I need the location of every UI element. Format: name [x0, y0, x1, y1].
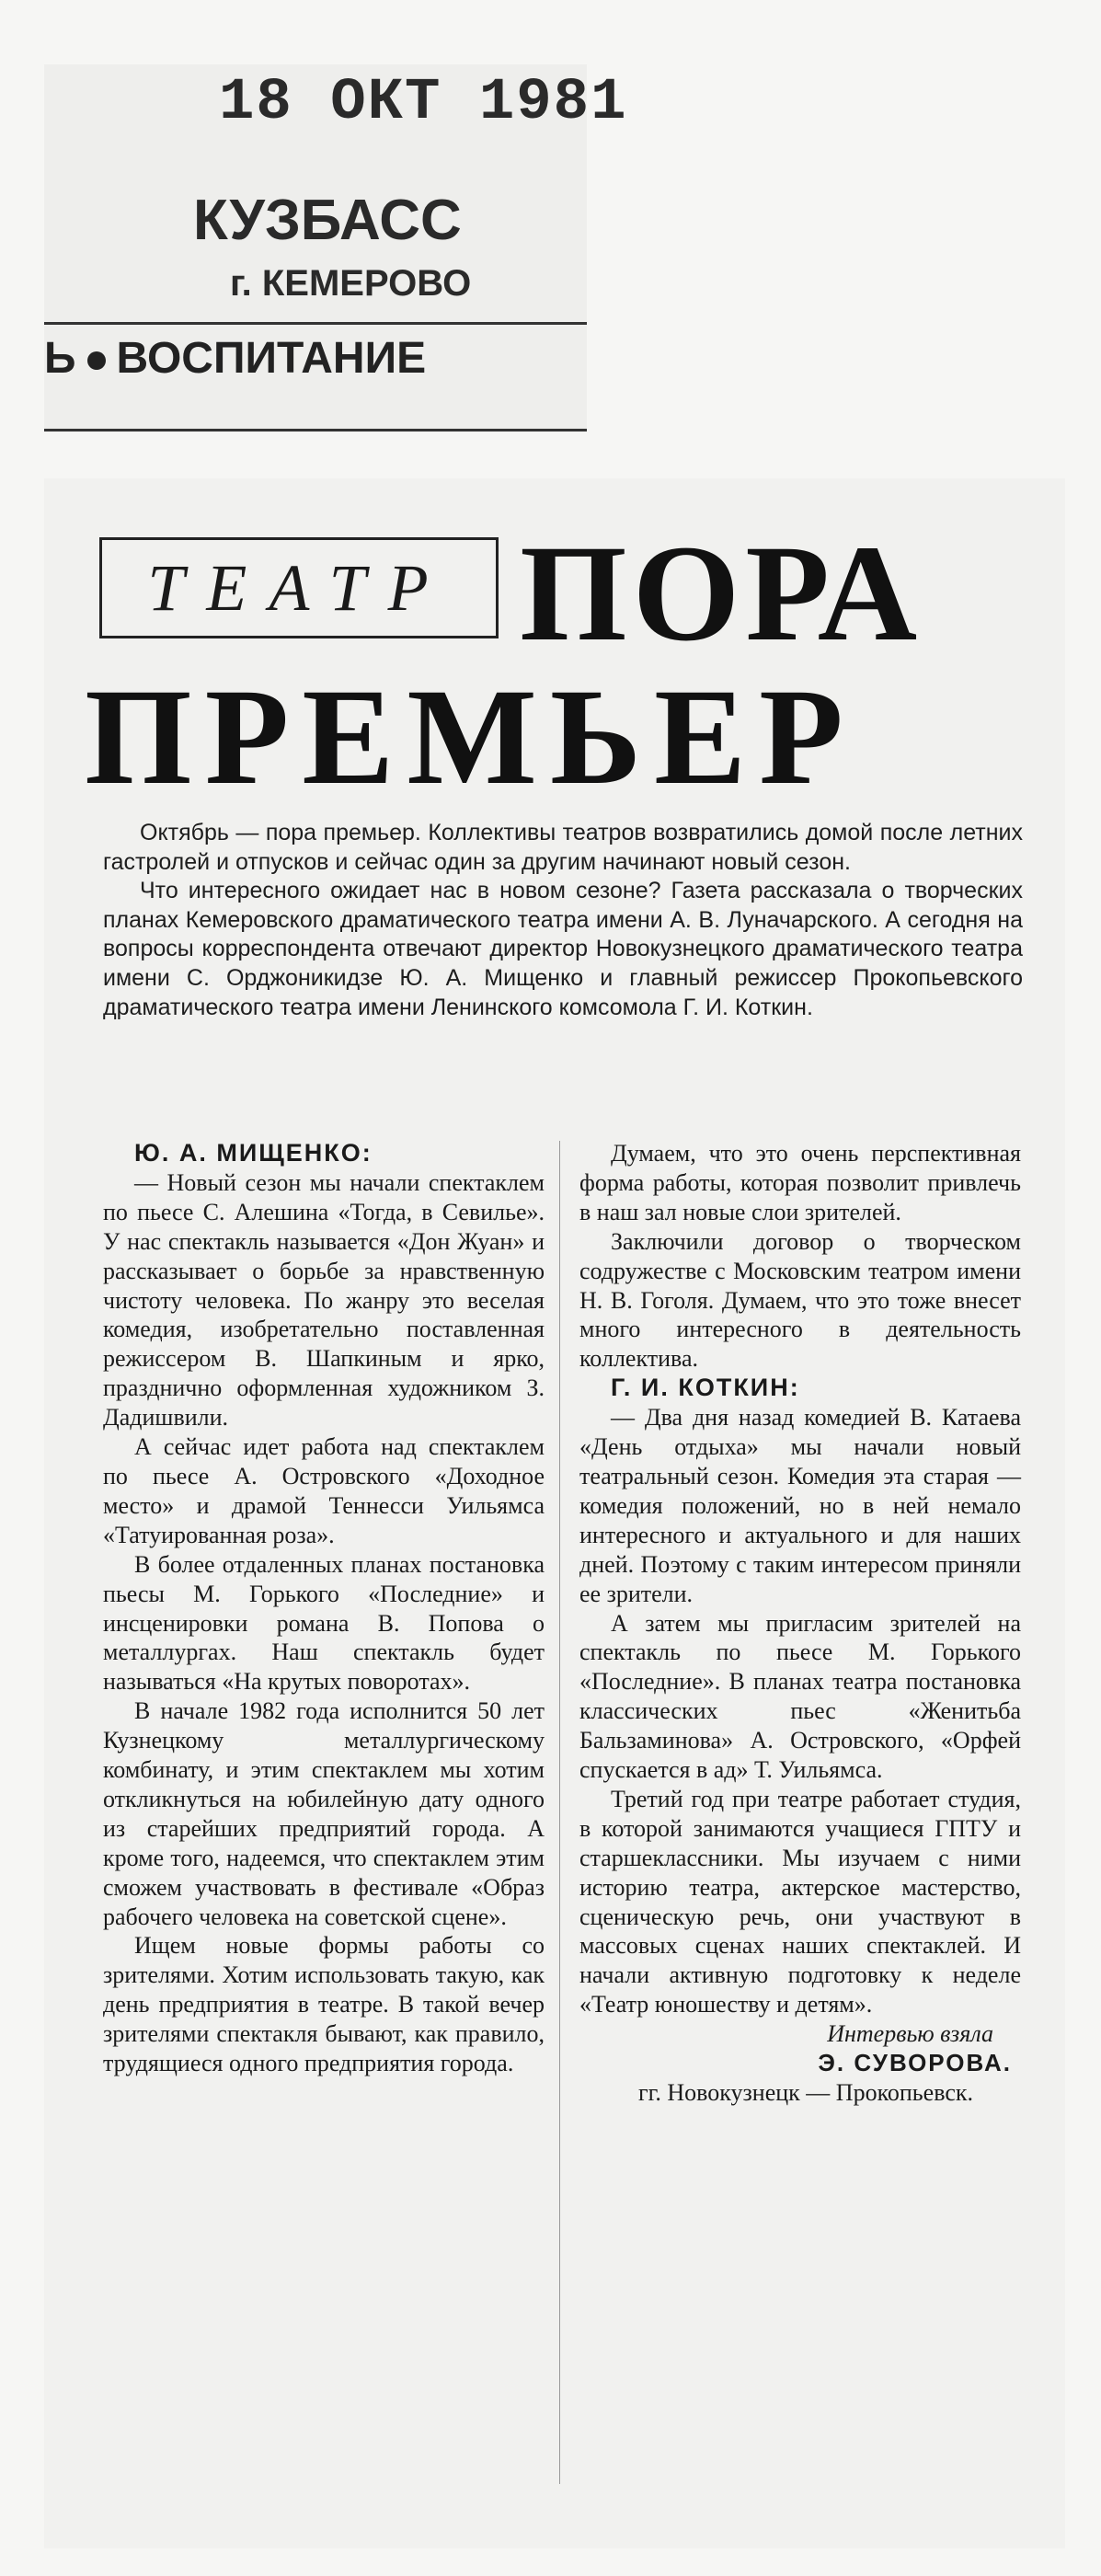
signature-name: Э. СУВОРОВА. — [818, 2049, 1012, 2077]
stamp-date: 18 ОКТ 1981 — [219, 70, 628, 136]
article-lead — [103, 819, 1023, 1022]
lead-paragraph: Что интересного ожидает нас в новом сезоне? Газета рассказала о творческих планах Кемеровского драматического театра имени А. В. Луначарского. А сегодня на вопросы корреспондента отвечают директор Новокузнецкого драматического театра имени С. Орджоникидзе Ю. А. Мищенко и главный режиссер Прокопьевского драматического театра имени Ленинского комсомола Г. И. Коткин. — [103, 878, 1023, 1020]
rubric-label: ВОСПИТАНИЕ — [116, 334, 427, 383]
column-left — [103, 1139, 545, 2078]
signature-intro: Интервью взяла — [827, 2020, 993, 2048]
column-right — [579, 1139, 1021, 2108]
speaker-2-name: Г. И. КОТКИН: — [611, 1374, 800, 1402]
rubric-top-rule — [44, 322, 587, 325]
stamp-city: г. КЕМЕРОВО — [230, 263, 472, 304]
body-paragraph: — Два дня назад комедией В. Катаева «День отдыха» мы начали новый театральный сезон. Комедия эта старая — комедия положений, но в ней немало интересного и актуального и для наших дней. Поэтому с таким интересом приняли ее зрители. — [579, 1404, 1021, 1607]
rubric-prefix: Ь — [44, 334, 76, 383]
headline-line-1: ПОРА — [520, 517, 923, 670]
body-paragraph: Думаем, что это очень перспективная форма работы, которая позволит привлечь в наш зал новые слои зрителей. — [579, 1140, 1021, 1225]
rubric-bottom-rule — [44, 429, 587, 431]
signature-place: гг. Новокузнецк — Прокопьевск. — [638, 2079, 973, 2106]
section-label: ТЕАТР — [147, 550, 451, 625]
body-paragraph: — Новый сезон мы начали спектаклем по пьесе С. Алешина «Тогда, в Севилье». У нас спектакль называется «Дон Жуан» и рассказывает о борьбе за нравственную чистоту человека. По жанру это веселая комедия, изобретательно поставленная режиссером В. Шапкиным и ярко, празднично оформленная художником З. Дадишвили. — [103, 1168, 545, 1432]
speaker-1-name: Ю. А. МИЩЕНКО: — [134, 1139, 373, 1167]
column-divider — [559, 1141, 560, 2484]
body-paragraph: А сейчас идет работа над спектаклем по пьесе А. Островского «Доходное место» и драмой Теннесси Уильямса «Татуированная роза». — [103, 1433, 545, 1548]
body-paragraph: В начале 1982 года исполнится 50 лет Кузнецкому металлургическому комбинату, и этим спектаклем мы хотим откликнуться на юбилейную дату одного из старейших предприятий города. А кроме того, надеемся, что спектаклем этим сможем участвовать в фестивале «Образ рабочего человека на советской сцене». — [103, 1697, 545, 1930]
rubric-bullet-icon — [87, 351, 106, 370]
body-paragraph: А затем мы пригласим зрителей на спектакль по пьесе М. Горького «Последние». В планах театра постановка классических пьес «Женитьба Бальзаминова» А. Островского, «Орфей спускается в ад» Т. Уильямса. — [579, 1609, 1021, 1784]
body-paragraph: Третий год при театре работает студия, в которой занимаются учащиеся ГПТУ и старшеклассники. Мы изучаем с ними историю театра, актерское мастерство, сценическую речь, они участвуют в массовых сценах наших спектаклей. И начали активную подготовку к неделе «Театр юношеству и детям». — [579, 1785, 1021, 2018]
rubric-heading — [44, 333, 426, 384]
stamp-newspaper-name: КУЗБАСС — [193, 189, 462, 252]
body-paragraph: Заключили договор о творческом содружестве с Московским театром имени Н. В. Гоголя. Думаем, что это тоже внесет много интересного в деятельность коллектива. — [579, 1227, 1021, 1373]
body-paragraph: В более отдаленных планах постановка пьесы М. Горького «Последние» и инсценировки романа В. Попова о металлургах. Наш спектакль будет называться «На крутых поворотах». — [103, 1550, 545, 1696]
body-paragraph: Ищем новые формы работы со зрителями. Хотим использовать такую, как день предприятия в театре. В такой вечер зрителями спектакля бывают, как правило, трудящиеся одного предприятия города. — [103, 1932, 545, 2077]
lead-paragraph: Октябрь — пора премьер. Коллективы театров возвратились домой после летних гастролей и отпусков и сейчас один за другим начинают новый сезон. — [103, 820, 1023, 875]
section-box — [99, 537, 499, 638]
headline-line-2: ПРЕМЬЕР — [85, 661, 856, 813]
